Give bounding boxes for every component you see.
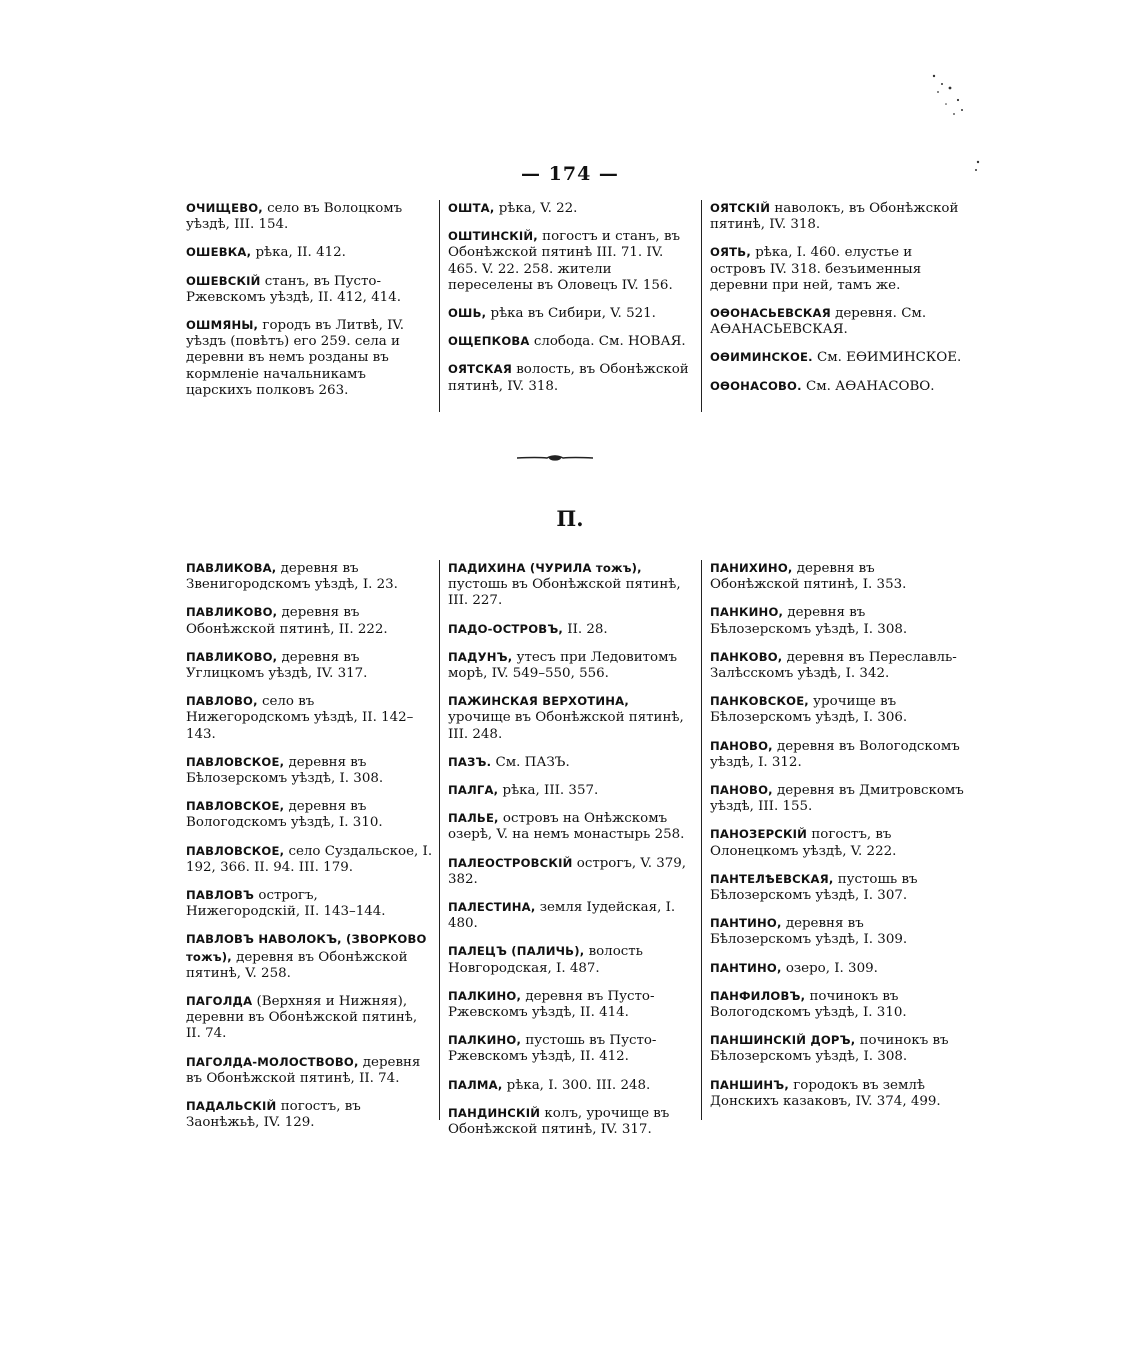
entry-headword: ПАВЛОВСКОЕ,	[186, 799, 285, 814]
column-3	[701, 200, 964, 412]
ornament-divider	[517, 448, 593, 458]
entry-headword: ПАВЛОВСКОЕ,	[186, 843, 285, 858]
entry-text: погостъ, въ Заонѣжьѣ, IV. 129.	[186, 1099, 361, 1131]
entry-headword: ПАВЛОВЪ НАВОЛОКЪ, (ЗВОРКОВО тожъ),	[186, 932, 427, 964]
entry-headword: ПАГОЛДА	[186, 994, 253, 1009]
entry-headword: ПАНКОВСКОЕ,	[710, 694, 809, 709]
entry-text: урочище въ Обонѣжской пятинѣ, III. 248.	[448, 710, 684, 742]
column-1	[186, 200, 439, 412]
index-entry	[710, 305, 964, 338]
entry-headword: ОѲИМИНСКОЕ.	[710, 350, 813, 365]
index-entry	[448, 810, 695, 843]
entry-headword: ОЯТЬ,	[710, 245, 751, 260]
entry-text: деревня въ Обонѣжской пятинѣ, II. 222.	[186, 605, 388, 637]
index-entry	[710, 988, 964, 1021]
entry-text: деревня въ Переславль-Залѣсскомъ уѣздѣ, I. 342.	[710, 649, 957, 682]
index-block-p	[186, 560, 964, 1138]
entry-headword: ОШМЯНЫ,	[186, 318, 259, 333]
entry-headword: ПАНТИНО,	[710, 916, 782, 931]
entry-headword: ПАНОВО,	[710, 738, 773, 753]
entry-headword: ПАЛМА,	[448, 1077, 503, 1092]
entry-text: деревня въ Дмитровскомъ уѣздѣ, III. 155.	[710, 783, 964, 815]
index-entry	[186, 649, 433, 682]
entry-headword: ПАНТЕЛѢЕВСКАЯ,	[710, 871, 834, 886]
index-entry	[448, 1077, 695, 1094]
index-entry	[448, 1032, 695, 1065]
index-entry	[186, 887, 433, 920]
entry-headword: ПАВЛИКОВО,	[186, 649, 278, 664]
entry-text: деревня въ Звенигородскомъ уѣздѣ, I. 23.	[186, 561, 398, 593]
index-entry	[448, 754, 695, 771]
entry-text: село въ Нижегородскомъ уѣздѣ, II. 142–143.	[186, 694, 414, 742]
entry-text: урочище въ Бѣлозерскомъ уѣздѣ, I. 306.	[710, 694, 908, 726]
entry-text: село Суздальское, I. 192, 366. II. 94. III. 179.	[186, 843, 433, 875]
column-1	[186, 560, 439, 1131]
entry-text: II. 28.	[563, 621, 608, 637]
section-heading: П.	[556, 506, 584, 531]
index-entry	[186, 1098, 433, 1131]
index-entry	[710, 1032, 964, 1065]
entry-headword: ПАВЛИКОВО,	[186, 605, 278, 620]
entry-text: пустошь въ Пусто-Ржевскомъ уѣздѣ, II. 412.	[448, 1033, 657, 1065]
entry-text: рѣка, I. 300. III. 248.	[502, 1077, 651, 1093]
entry-headword: ПАНКОВО,	[710, 649, 783, 664]
column-2	[439, 560, 701, 1138]
entry-text: колъ, урочище въ Обонѣжской пятинѣ, IV. 317.	[448, 1105, 670, 1138]
entry-headword: ОѲОНАСЬЕВСКАЯ	[710, 306, 831, 321]
index-entry	[710, 244, 964, 294]
index-entry	[186, 273, 433, 306]
index-entry	[186, 693, 433, 743]
entry-headword: ОШЕВСКІЙ	[186, 273, 261, 288]
index-entry	[448, 361, 695, 394]
entry-text: деревня въ Углицкомъ уѣздѣ, IV. 317.	[186, 649, 368, 682]
entry-headword: ОШЕВКА,	[186, 245, 252, 260]
index-entry	[448, 200, 695, 217]
index-entry	[710, 826, 964, 859]
entry-text: деревня въ Бѣлозерскомъ уѣздѣ, I. 308.	[186, 754, 384, 787]
index-entry	[186, 244, 433, 261]
index-entry	[710, 960, 964, 977]
entry-text: острогъ, Нижегородскій, II. 143–144.	[186, 888, 386, 920]
index-entry	[710, 693, 964, 726]
entry-headword: ПАДО-ОСТРОВЪ,	[448, 621, 564, 636]
entry-headword: ПАЛКИНО,	[448, 1033, 522, 1048]
entry-headword: ПАЖИНСКАЯ ВЕРХОТИНА,	[448, 694, 629, 709]
index-entry	[710, 915, 964, 948]
index-entry	[710, 604, 964, 637]
entry-text: рѣка, I. 460. елустье и островъ IV. 318. безъименныя деревни при ней, тамъ же.	[710, 245, 922, 293]
index-entry	[186, 200, 433, 233]
entry-text: село въ Волоцкомъ уѣздѣ, III. 154.	[186, 201, 403, 233]
index-entry	[448, 855, 695, 888]
entry-text: деревня въ Пусто-Ржевскомъ уѣздѣ, II. 414.	[448, 988, 655, 1021]
entry-headword: ПАДУНЪ,	[448, 649, 513, 664]
entry-text: рѣка, III. 357.	[498, 783, 599, 799]
entry-headword: ПАНШИНСКІЙ ДОРЪ,	[710, 1033, 856, 1048]
index-entry	[710, 1077, 964, 1110]
entry-headword: ПАНТИНО,	[710, 960, 782, 975]
entry-headword: ПАНОЗЕРСКІЙ	[710, 827, 808, 842]
entry-headword: ПАВЛОВСКОЕ,	[186, 754, 285, 769]
entry-text: волость, въ Обонѣжской пятинѣ, IV. 318.	[448, 362, 689, 394]
entry-text: земля Іудейская, I. 480.	[448, 900, 676, 932]
entry-headword: ПАЛГА,	[448, 783, 499, 798]
index-entry	[448, 988, 695, 1021]
entry-text: деревня въ Вологодскомъ уѣздѣ, I. 312.	[710, 738, 960, 770]
entry-headword: ОШЬ,	[448, 306, 487, 321]
entry-text: пустошь въ Обонѣжской пятинѣ, III. 227.	[448, 577, 681, 609]
entry-headword: ПАЗЪ.	[448, 754, 492, 769]
entry-headword: ОЯТСКАЯ	[448, 362, 512, 377]
index-entry	[186, 1054, 433, 1087]
entry-headword: ПАГОЛДА-МОЛОСТВОВО,	[186, 1054, 359, 1069]
entry-text: слобода. См. НОВАЯ.	[529, 334, 686, 350]
entry-headword: ОѲОНАСОВО.	[710, 378, 802, 393]
entry-text: починокъ въ Бѣлозерскомъ уѣздѣ, I. 308.	[710, 1033, 949, 1065]
entry-text: деревня. См. АѲАНАСЬЕВСКАЯ.	[710, 306, 927, 338]
index-entry	[710, 378, 964, 395]
index-entry	[186, 993, 433, 1043]
index-entry	[448, 621, 695, 638]
entry-headword: ОЯТСКІЙ	[710, 201, 771, 215]
index-entry	[448, 305, 695, 322]
index-entry	[710, 649, 964, 682]
entry-headword: ОЩЕПКОВА	[448, 334, 530, 349]
entry-text: рѣка въ Сибири, V. 521.	[486, 306, 656, 322]
entry-text: городокъ въ землѣ Донскихъ казаковъ, IV. 374, 499.	[710, 1077, 941, 1109]
entry-headword: ПАНКИНО,	[710, 605, 784, 620]
index-entry	[710, 560, 964, 593]
entry-text: деревня въ Обонѣжской пятинѣ, II. 74.	[186, 1054, 421, 1086]
entry-headword: ПАЛЕОСТРОВСКІЙ	[448, 855, 573, 870]
index-entry	[448, 649, 695, 682]
index-entry	[448, 1105, 695, 1138]
index-entry	[710, 349, 964, 366]
entry-headword: ПАЛЬЕ,	[448, 811, 499, 826]
entry-headword: ПАДАЛЬСКІЙ	[186, 1099, 277, 1114]
entry-headword: ПАДИХИНА (ЧУРИЛА тожъ),	[448, 561, 642, 575]
entry-text: деревня въ Бѣлозерскомъ уѣздѣ, I. 309.	[710, 916, 908, 948]
entry-text: городъ въ Литвѣ, IV. уѣздъ (повѣтъ) его 259. села и деревни въ немъ розданы въ кормленіе начальникамъ царскихъ полковъ 263.	[186, 318, 404, 398]
entry-text: острогъ, V. 379, 382.	[448, 855, 687, 887]
entry-headword: ПАЛКИНО,	[448, 988, 522, 1003]
index-entry	[710, 200, 964, 233]
entry-text: См. АѲАНАСОВО.	[801, 378, 935, 394]
entry-text: деревня въ Обонѣжской пятинѣ, V. 258.	[186, 949, 408, 981]
entry-headword: ПАНФИЛОВЪ,	[710, 988, 806, 1003]
index-entry	[448, 228, 695, 294]
entry-headword: ПАНШИНЪ,	[710, 1077, 790, 1092]
entry-headword: ПАЛЕЦЪ (ПАЛИЧЬ),	[448, 944, 585, 959]
page-number: — 174 —	[521, 163, 619, 185]
entry-headword: ПАВЛОВЪ	[186, 888, 255, 903]
entry-text: наволокъ, въ Обонѣжской пятинѣ, IV. 318.	[710, 201, 959, 233]
entry-headword: ОШТИНСКІЙ,	[448, 229, 538, 244]
entry-headword: ПАНИХИНО,	[710, 561, 793, 575]
entry-text: пустошь въ Бѣлозерскомъ уѣздѣ, I. 307.	[710, 871, 918, 904]
entry-headword: ОЧИЩЕВО,	[186, 201, 263, 215]
entry-headword: ПАНОВО,	[710, 783, 773, 798]
entry-text: рѣка, V. 22.	[494, 201, 578, 216]
index-entry	[710, 871, 964, 904]
entry-text: утесъ при Ледовитомъ морѣ, IV. 549–550, 556.	[448, 649, 678, 682]
index-entry	[448, 782, 695, 799]
entry-text: деревня въ Вологодскомъ уѣздѣ, I. 310.	[186, 799, 383, 831]
index-entry	[186, 754, 433, 787]
entry-headword: ОШТА,	[448, 201, 495, 215]
index-entry	[448, 899, 695, 932]
entry-headword: ПАВЛОВО,	[186, 694, 258, 709]
index-entry	[710, 782, 964, 815]
entry-text: станъ, въ Пусто-Ржевскомъ уѣздѣ, II. 412, 414.	[186, 273, 401, 305]
entry-text: деревня въ Бѣлозерскомъ уѣздѣ, I. 308.	[710, 605, 908, 637]
entry-headword: ПАНДИНСКІЙ	[448, 1105, 541, 1120]
index-entry	[186, 798, 433, 831]
index-entry	[448, 560, 695, 610]
column-2	[439, 200, 701, 412]
entry-text: островъ на Онѣжскомъ озерѣ, V. на немъ монастырь 258.	[448, 811, 685, 843]
entry-text: починокъ въ Вологодскомъ уѣздѣ, I. 310.	[710, 988, 907, 1021]
index-entry	[186, 843, 433, 876]
entry-text: погостъ и станъ, въ Обонѣжской пятинѣ III. 71. IV. 465. V. 22. 258. жители переселены въ Оловецъ IV. 156.	[448, 229, 680, 293]
index-entry	[710, 738, 964, 771]
entry-headword: ПАЛЕСТИНА,	[448, 900, 536, 915]
index-entry	[448, 693, 695, 743]
index-entry	[186, 604, 433, 637]
entry-text: волость Новгородская, I. 487.	[448, 944, 643, 976]
entry-text: озеро, I. 309.	[781, 960, 878, 976]
entry-text: (Верхняя и Нижняя), деревни въ Обонѣжской пятинѣ, II. 74.	[186, 994, 418, 1042]
entry-text: деревня въ Обонѣжской пятинѣ, I. 353.	[710, 561, 907, 593]
index-entry	[186, 317, 433, 399]
index-entry	[448, 333, 695, 350]
column-3	[701, 560, 964, 1120]
entry-headword: ПАВЛИКОВА,	[186, 561, 277, 575]
entry-text: См. ЕѲИМИНСКОЕ.	[812, 350, 962, 366]
index-entry	[186, 931, 433, 982]
index-entry	[186, 560, 433, 593]
entry-text: См. ПАЗЪ.	[491, 754, 570, 770]
entry-text: погостъ, въ Олонецкомъ уѣздѣ, V. 222.	[710, 827, 897, 859]
index-block-o	[186, 200, 964, 412]
entry-text: рѣка, II. 412.	[251, 245, 346, 261]
index-entry	[448, 943, 695, 976]
